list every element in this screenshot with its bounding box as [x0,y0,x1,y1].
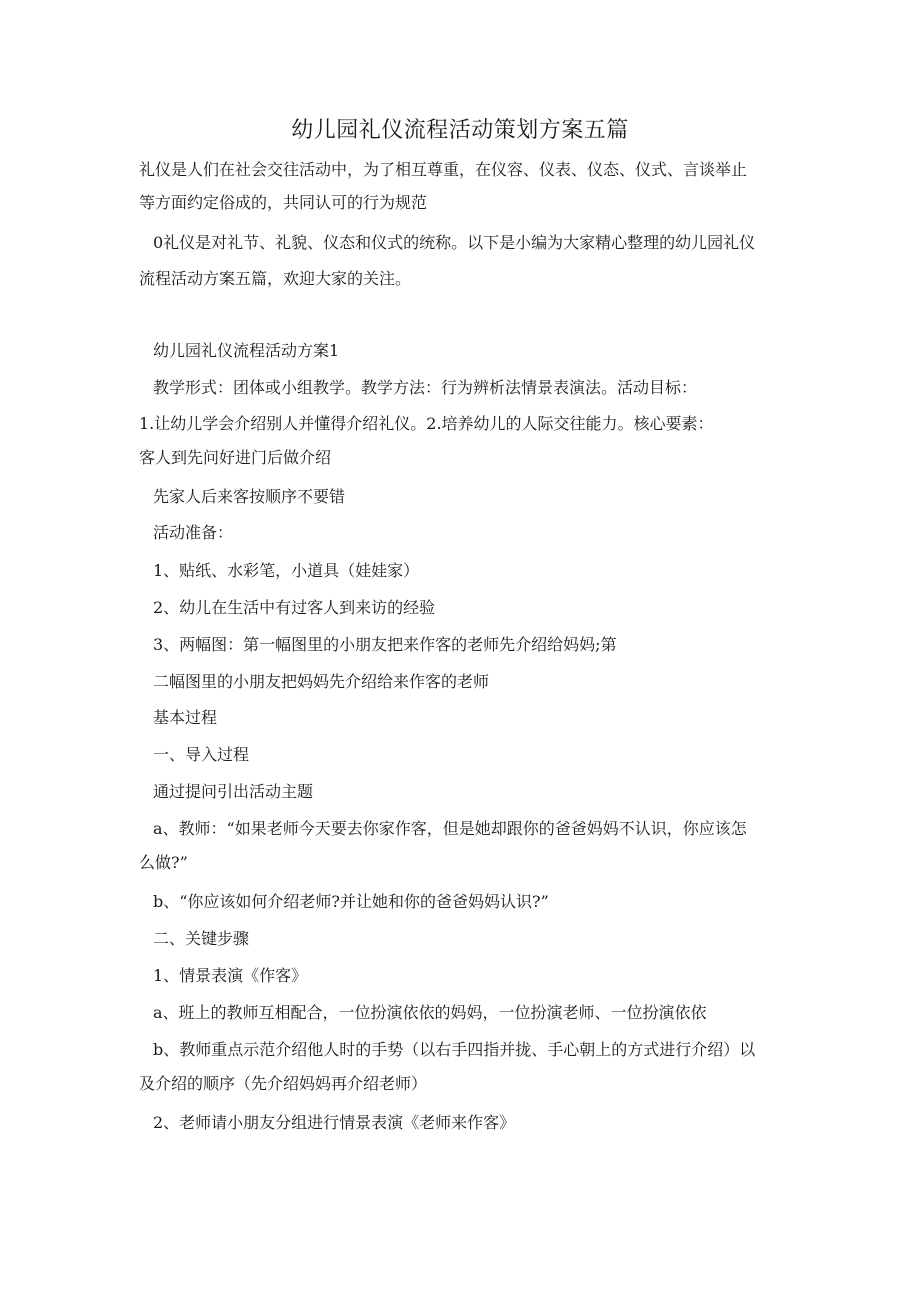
paragraph-line: 通过提问引出活动主题 [153,782,314,801]
intro-line: 0礼仪是对礼节、礼貌、仪态和仪式的统称。以下是小编为大家精心整理的幼儿园礼仪 [153,233,756,252]
list-item: 1、情景表演《作客》 [153,966,308,985]
paragraph-line: 么做?” [139,853,188,872]
paragraph-line: 活动准备： [153,523,234,542]
list-item: 2、幼儿在生活中有过客人到来访的经验 [153,598,436,617]
section-heading: 幼儿园礼仪流程活动方案1 [153,341,340,360]
subheading: 基本过程 [153,708,218,727]
paragraph-line: 教学形式：团体或小组教学。教学方法：行为辨析法情景表演法。活动目标： [153,378,698,397]
intro-line: 流程活动方案五篇，欢迎大家的关注。 [139,269,412,288]
subheading: 一、导入过程 [153,745,250,764]
paragraph-line: 及介绍的顺序（先介绍妈妈再介绍老师） [139,1074,428,1093]
paragraph-line: 二幅图里的小朋友把妈妈先介绍给来作客的老师 [153,672,490,691]
document-title: 幼儿园礼仪流程活动策划方案五篇 [291,118,629,143]
paragraph-line: b、“你应该如何介绍老师?并让她和你的爸爸妈妈认识?” [153,892,549,911]
list-item: 2、老师请小朋友分组进行情景表演《老师来作客》 [153,1113,516,1132]
paragraph-line: 先家人后来客按顺序不要错 [153,487,346,506]
paragraph-line: 1.让幼儿学会介绍别人并懂得介绍礼仪。2.培养幼儿的人际交往能力。核心要素： [139,414,714,433]
paragraph-line: 客人到先问好进门后做介绍 [139,448,332,467]
intro-line: 等方面约定俗成的，共同认可的行为规范 [139,193,428,212]
paragraph-line: b、教师重点示范介绍他人时的手势（以右手四指并拢、手心朝上的方式进行介绍）以 [153,1040,756,1059]
list-item: 3、两幅图：第一幅图里的小朋友把来作客的老师先介绍给妈妈;第 [153,635,617,654]
subheading: 二、关键步骤 [153,929,250,948]
list-item: 1、贴纸、水彩笔，小道具（娃娃家） [153,561,420,580]
paragraph-line: a、教师：“如果老师今天要去你家作客，但是她却跟你的爸爸妈妈不认识，你应该怎 [153,819,747,838]
paragraph-line: a、班上的教师互相配合，一位扮演依依的妈妈，一位扮演老师、一位扮演依依 [153,1003,707,1022]
intro-line: 礼仪是人们在社会交往活动中，为了相互尊重，在仪容、仪表、仪态、仪式、言谈举止 [139,160,748,179]
